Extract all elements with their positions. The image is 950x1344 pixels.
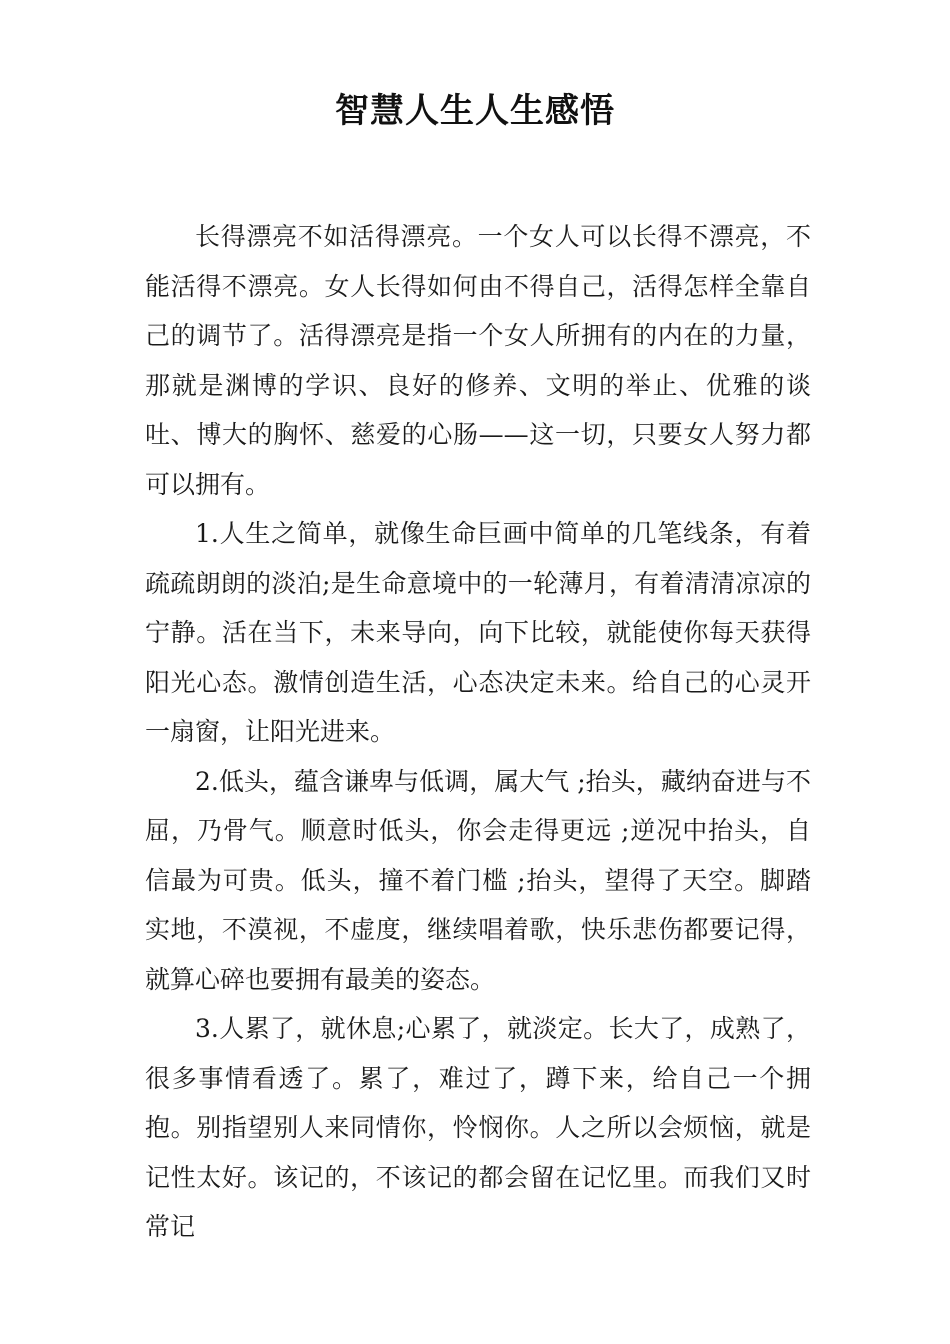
paragraph-3: 3.人累了，就休息;心累了，就淡定。长大了，成熟了，很多事情看透了。累了，难过了，蹲下来，给自己一个拥抱。别指望别人来同情你，怜悯你。人之所以会烦恼，就是记性太好。该记的，不该记的都会留在记忆里。而我们又时常记 xyxy=(145,1014,811,1241)
document-body xyxy=(145,212,811,1252)
paragraph-1: 1.人生之简单，就像生命巨画中简单的几笔线条，有着疏疏朗朗的淡泊;是生命意境中的一轮薄月，有着清清凉凉的宁静。活在当下，未来导向，向下比较，就能使你每天获得阳光心态。激情创造生活，心态决定未来。给自己的心灵开一扇窗，让阳光进来。 xyxy=(145,519,811,746)
paragraph-2: 2.低头，蕴含谦卑与低调，属大气 ;抬头，藏纳奋进与不屈，乃骨气。顺意时低头，你会走得更远 ;逆况中抬头，自信最为可贵。低头，撞不着门槛 ;抬头，望得了天空。脚踏实地，不漠视，不虚度，继续唱着歌，快乐悲伤都要记得，就算心碎也要拥有最美的姿态。 xyxy=(145,766,811,994)
page-title: 智慧人生人生感悟 xyxy=(335,91,615,131)
paragraph-intro: 长得漂亮不如活得漂亮。一个女人可以长得不漂亮，不能活得不漂亮。女人长得如何由不得自己，活得怎样全靠自己的调节了。活得漂亮是指一个女人所拥有的内在的力量，那就是渊博的学识、良好的修养、文明的举止、优雅的谈吐、博大的胸怀、慈爱的心肠——这一切，只要女人努力都可以拥有。 xyxy=(145,222,811,499)
